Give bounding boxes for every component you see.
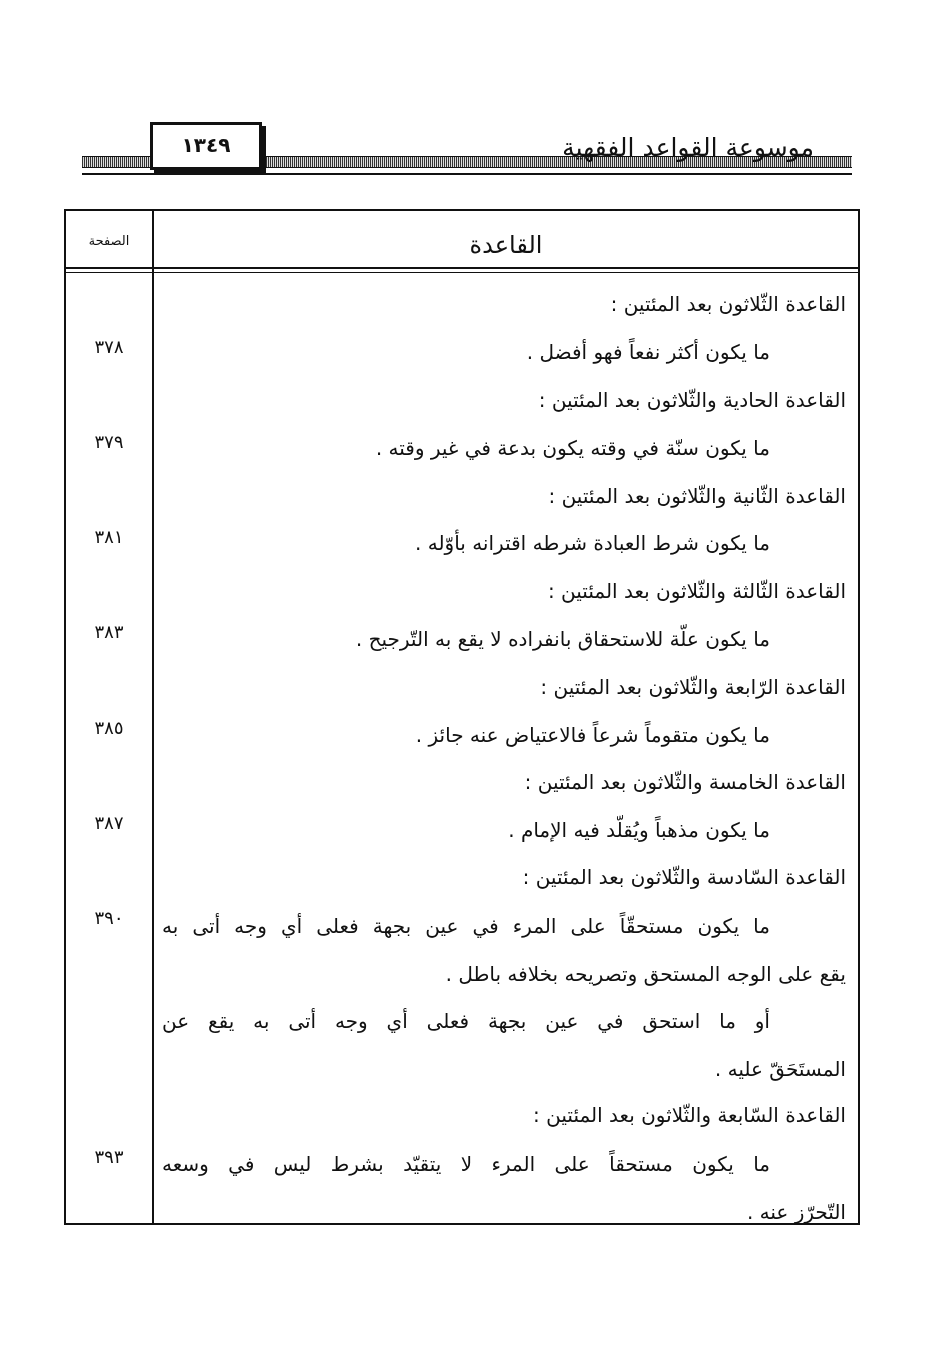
rule-title: القاعدة السّابعة والثّلاثون بعد المئتين : [533, 1103, 846, 1127]
rule-title: القاعدة السّادسة والثّلاثون بعد المئتين : [522, 865, 846, 889]
column-header-page: الصفحة [88, 234, 130, 249]
page-reference: ٣٨٧ [94, 813, 124, 834]
rule-text-continued: يقع على الوجه المستحق وتصريحه بخلافه باطل . [445, 962, 846, 986]
rule-text-continued: التّحرّز عنه . [746, 1200, 846, 1224]
header-separator [66, 267, 858, 269]
index-table [64, 209, 860, 1225]
page-reference: ٣٩٠ [94, 908, 124, 929]
rule-title: القاعدة الخامسة والثّلاثون بعد المئتين : [524, 770, 846, 794]
rule-title: القاعدة الثّانية والثّلاثون بعد المئتين : [548, 484, 846, 508]
rule-text: ما يكون مذهباً ويُقلّد فيه الإمام . [508, 818, 770, 842]
rule-title: القاعدة الثّالثة والثّلاثون بعد المئتين : [547, 579, 846, 603]
page-reference: ٣٨٥ [94, 718, 124, 739]
header-rule-line [82, 173, 852, 175]
page-number: ١٣٤٩ [181, 133, 231, 157]
rule-title: القاعدة الحادية والثّلاثون بعد المئتين : [538, 388, 846, 412]
header-separator-thin [66, 272, 858, 273]
page-reference: ٣٨١ [94, 527, 124, 548]
rule-text: ما يكون شرط العبادة شرطه اقترانه بأوّله . [415, 531, 770, 555]
rule-title: القاعدة الثّلاثون بعد المئتين : [610, 292, 846, 316]
rule-text-continued: المستَحَقّ عليه . [714, 1057, 846, 1081]
page-reference: ٣٧٩ [94, 432, 124, 453]
column-separator [152, 211, 154, 1223]
column-header-rule: القاعدة [469, 231, 543, 259]
rule-text: ما يكون سنّة في وقته يكون بدعة في غير وقته . [375, 436, 770, 460]
rule-text: ما يكون مستحقاً على المرء لا يتقيّد بشرط ليس في وسعه [162, 1152, 770, 1176]
rule-text: ما يكون أكثر نفعاً فهو أفضل . [526, 340, 770, 364]
page-number-box [150, 122, 262, 170]
rule-text-alternate: أو ما استحق في عين بجهة فعلى أي وجه أتى به يقع عن [162, 1009, 770, 1033]
page-reference: ٣٩٣ [94, 1147, 124, 1168]
book-title: موسوعة القواعد الفقهية [562, 133, 814, 162]
rule-title: القاعدة الرّابعة والثّلاثون بعد المئتين : [540, 675, 846, 699]
page-reference: ٣٨٣ [94, 622, 124, 643]
rule-text: ما يكون مستحقّاً على المرء في عين بجهة فعلى أي وجه أتى به [162, 914, 770, 938]
rule-text: ما يكون علّة للاستحقاق بانفراده لا يقع به التّرجيح . [355, 627, 770, 651]
rule-text: ما يكون متقوماً شرعاً فالاعتياض عنه جائز . [415, 723, 770, 747]
page-reference: ٣٧٨ [94, 337, 124, 358]
page-header [82, 118, 852, 180]
